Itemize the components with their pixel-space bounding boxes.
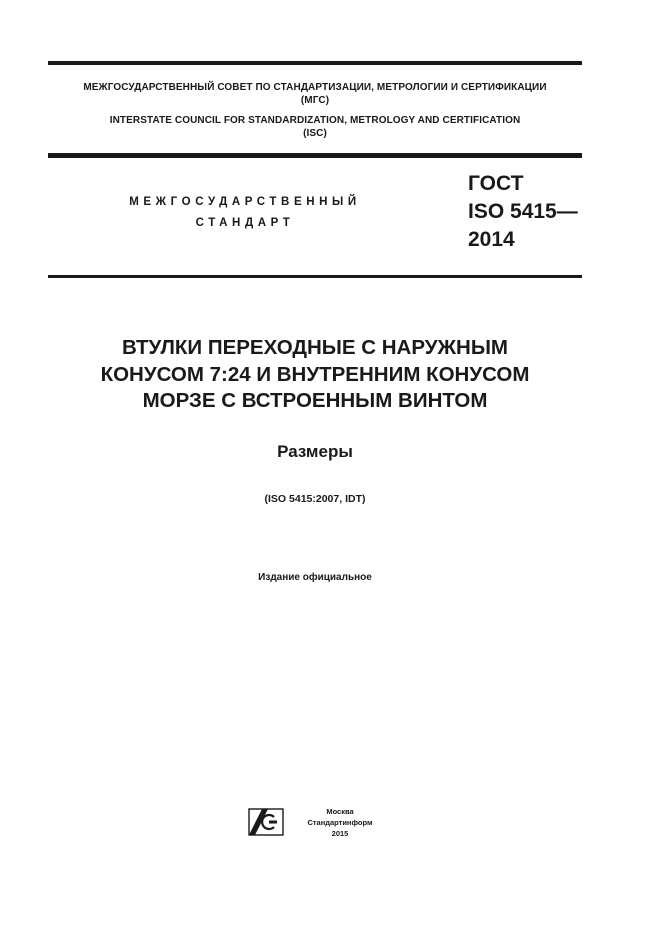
iso-reference: (ISO 5415:2007, IDT) [264,493,366,505]
publisher-block [298,806,382,839]
council-russian [48,81,582,107]
publisher-year: 2015 [331,829,349,838]
standard-type-line1: МЕЖГОСУДАРСТВЕННЫЙ [129,196,361,208]
council-russian-abbreviation: (МГС) [300,95,330,106]
gost-line1: ГОСТ [468,172,524,195]
council-english-name: INTERSTATE COUNCIL FOR STANDARDIZATION, METROLOGY AND CERTIFICATION [109,115,521,126]
gost-designation [468,170,578,254]
council-russian-name: МЕЖГОСУДАРСТВЕННЫЙ СОВЕТ ПО СТАНДАРТИЗАЦИИ, МЕТРОЛОГИИ И СЕРТИФИКАЦИИ [83,82,547,93]
gost-line3: 2014 [468,228,515,251]
bottom-rule [48,275,582,278]
gost-line2: ISO 5415— [468,200,578,223]
standartinform-logo-icon [248,808,284,836]
document-subtitle: Размеры [277,442,353,461]
standard-type-line2: СТАНДАРТ [195,217,295,229]
council-english-abbreviation: (ISC) [303,128,327,139]
publisher-city: Москва [326,807,354,816]
title-line2: КОНУСОМ 7:24 И ВНУТРЕННИМ КОНУСОМ [100,362,530,386]
publisher-name: Стандартинформ [307,818,373,827]
edition-note: Издание официальное [258,572,372,583]
standard-type [110,192,380,234]
top-rule [48,61,582,65]
title-line1: ВТУЛКИ ПЕРЕХОДНЫЕ С НАРУЖНЫМ [121,336,508,359]
council-english [48,114,582,140]
title-line3: МОРЗЕ С ВСТРОЕННЫМ ВИНТОМ [142,389,488,412]
middle-rule [48,153,582,158]
document-title [48,335,582,415]
